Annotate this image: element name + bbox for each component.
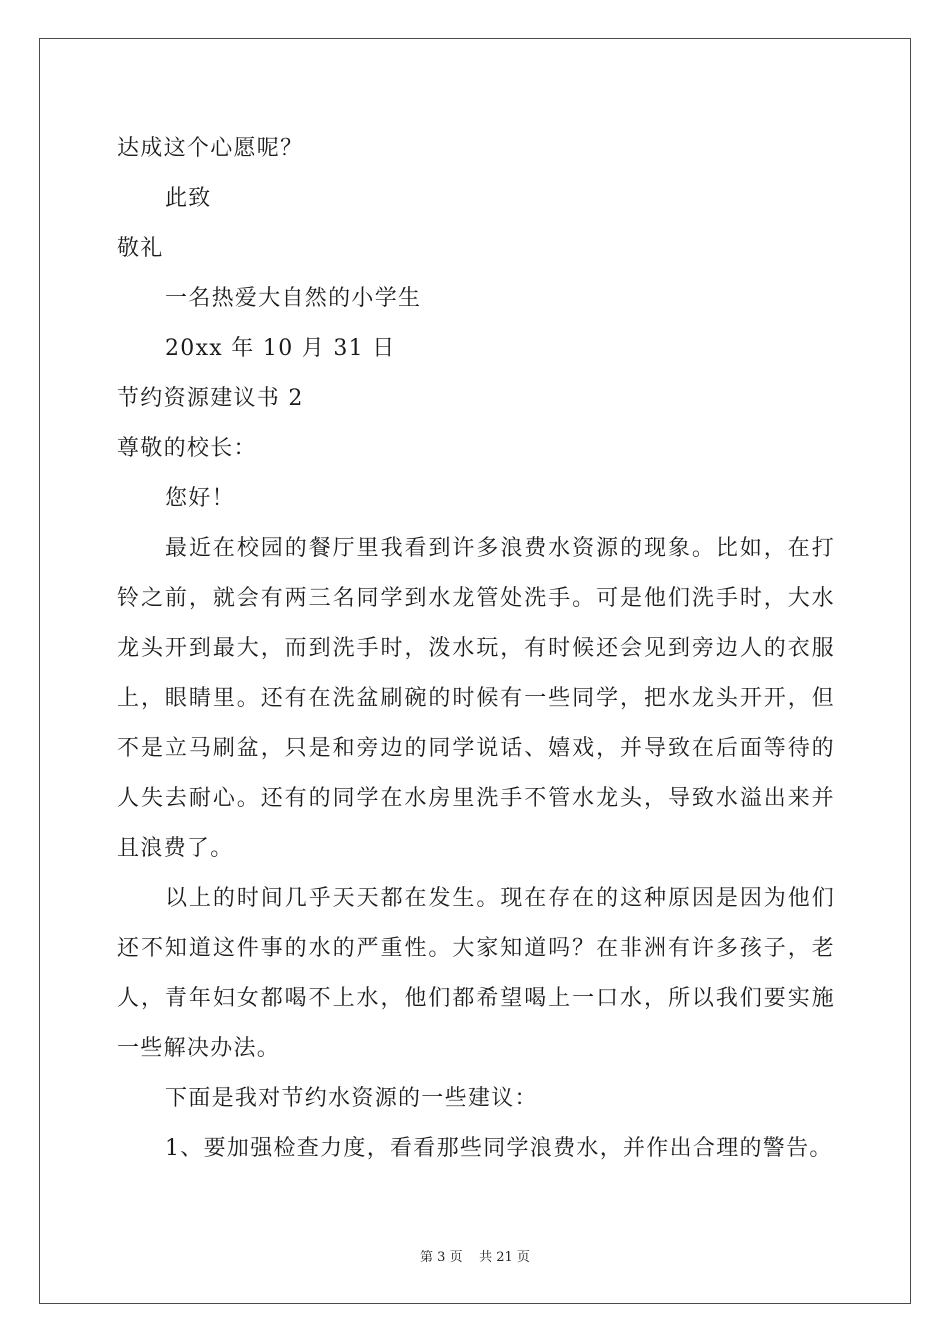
salutation-line-2: 敬礼 [117,236,164,261]
closing-question: 达成这个心愿呢？ [117,136,304,161]
salutation-line-1: 此致 [165,186,212,211]
letter-date: 20xx 年 10 月 31 日 [165,336,396,361]
greeting: 您好！ [165,486,235,511]
paragraph-3: 下面是我对节约水资源的一些建议： [165,1086,538,1111]
page-footer [0,1246,950,1265]
paragraph-2: 以上的时间几乎天天都在发生。现在存在的这种原因是因为他们还不知道这件事的水的严重性。大家知道吗？在非洲有许多孩子，老人，青年妇女都喝不上水，他们都希望喝上一口水，所以我们要实施一些解决办法。 [117,886,835,1061]
signature: 一名热爱大自然的小学生 [165,286,422,311]
paragraph-1: 最近在校园的餐厅里我看到许多浪费水资源的现象。比如，在打铃之前，就会有两三名同学到水龙管处洗手。可是他们洗手时，大水龙头开到最大，而到洗手时，泼水玩，有时候还会见到旁边人的衣服上，眼睛里。还有在洗盆刷碗的时候有一些同学，把水龙头开开，但不是立马刷盆，只是和旁边的同学说话、嬉戏，并导致在后面等待的人失去耐心。还有的同学在水房里洗手不管水龙头，导致水溢出来并且浪费了。 [117,536,835,861]
page-number: 第 3 页 [420,1250,463,1265]
page-total: 共 21 页 [479,1250,530,1265]
recipient: 尊敬的校长： [117,436,257,461]
document-body [117,124,837,1174]
section-heading: 节约资源建议书 2 [117,386,304,411]
paragraph-4: 1、要加强检查力度，看看那些同学浪费水，并作出合理的警告。 [165,1136,833,1161]
